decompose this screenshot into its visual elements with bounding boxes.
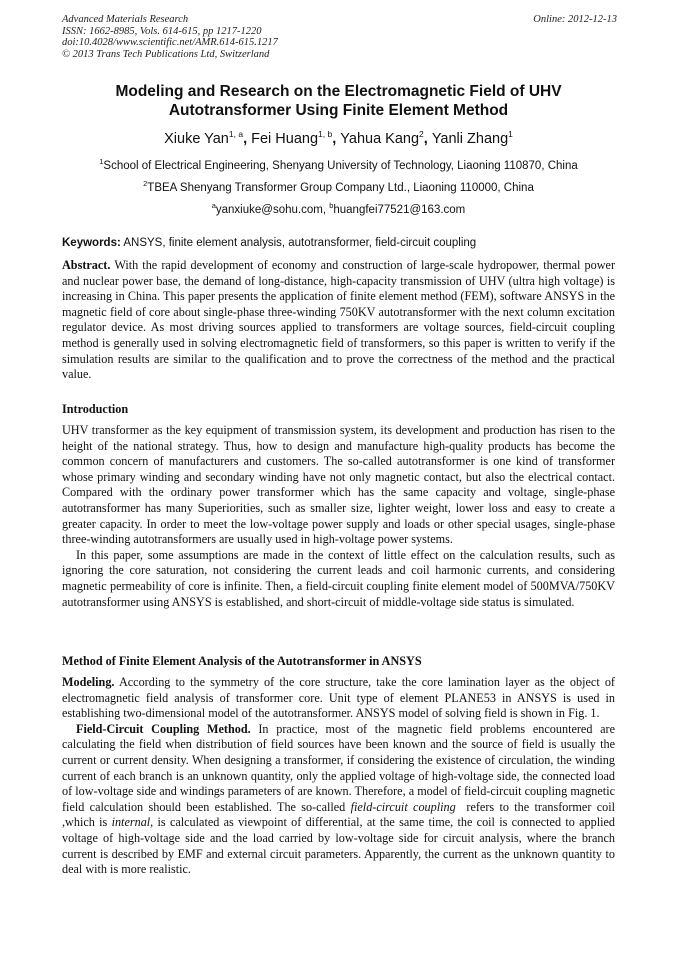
keywords-text: ANSYS, finite element analysis, autotransformer, field-circuit coupling [123,237,477,249]
affiliation-text: School of Electrical Engineering, Shenyang University of Technology, Liaoning 110870, China [103,159,578,172]
abstract-text: With the rapid development of economy and construction of large-scale hydropower, thermal power and nuclear power base, the demand of long-distance, high-capacity transmission of UHV (ultra high voltage) is increasing in China. This paper presents the application of finite element method (FEM), software ANSYS in the magnetic field of core about single-phase three-winding 750KV autotransformer with the next column excitation regulator device. As most driving sources applied to transformers are voltage sources, field-circuit coupling method is generally used in solving electromagnetic field of transformers, so this paper is written to verify if the simulation results are similar to the qualification and to prove the correctness of the method and the practical value. [62,258,616,382]
affiliation-text: TBEA Shenyang Transformer Group Company Ltd., Liaoning 110000, China [147,181,534,194]
author-name: Xiuke Yan [164,130,229,147]
paragraph: In this paper, some assumptions are made in the context of little effect on the calculation results, such as ignoring the core saturation, not considering the current leads and coil harmonic currents, and considering magnetic permeability of core is infinite. Then, a field-circuit coupling finite element model of 500MVA/750KV autotransformer using ANSYS is established, and short-circuit of middle-voltage side status is simulated. [62,547,615,609]
fcc-label: Field-Circuit Coupling Method. [76,721,251,736]
fcc-term: internal [111,815,151,830]
title-line-1: Modeling and Research on the Electromagnetic Field of UHV [115,83,562,100]
copyright-line: © 2013 Trans Tech Publications Ltd, Switzerland [62,48,270,60]
title-line-2: Autotransformer Using Finite Element Method [168,102,509,119]
author-name: Yanli Zhang [431,130,509,147]
abstract [62,258,615,383]
issn-line: ISSN: 1662-8985, Vols. 614-615, pp 1217-1220 [62,25,262,37]
introduction-body [62,423,615,610]
fcc-text: refers to the transformer coil ,which is [62,799,615,830]
abstract-label: Abstract. [62,258,111,272]
fcc-text: In practice, most of the magnetic field problems encountered are calculating the field when distribution of field sources have been known and the source of field is usually the current or current density. When designing a transformer, if considering the existence of circulation, the winding current of each branch is an unknown quantity, only the applied voltage of high-voltage side, the connected load of low-voltage side and windings parameters of are known. Therefore, a model of field-circuit coupling magnetic field calculation should been established. The so-called [62,721,616,814]
modeling-text: According to the symmetry of the core structure, take the core lamination layer as the object of electromagnetic field analysis of transformer core. Unit type of element PLANE53 in ANSYS is used in establishing two-dimensional model of the autotransformer. ANSYS model of solving field is shown in Fig. 1. [62,675,615,721]
keywords [62,237,617,249]
author-affil-mark: 2 [419,129,424,139]
method-body [62,675,615,878]
keywords-label: Keywords: [62,237,121,249]
affiliation-1 [62,157,615,172]
fcc-text: , is calculated as viewpoint of differential, at the same time, the coil is connected to applied voltage of high-voltage side and the load carried by low-voltage side for circuit analysis, where the branch current is described by EMF and external circuit parameters. Apparently, the current as the unknown quantity to deal with is more realistic. [62,815,616,877]
journal-header [62,14,617,60]
author-affil-mark: 1 [508,129,513,139]
doi-line: doi:10.4028/www.scientific.net/AMR.614-615.1217 [62,37,278,48]
fcc-term: field-circuit coupling [350,799,456,814]
paragraph: UHV transformer as the key equipment of transmission system, its development and production has risen to the height of the national strategy. Thus, how to design and manufacture high-quality products has become the common concern of manufacturers and customers. The so-called autotransformer is one kind of transformer whose primary winding and secondary winding have not only magnetic contact, but also the electrical contact. Compared with the ordinary power transformer which has the same capacity and voltage, single-phase autotransformer has many Superiorities, such as smaller size, lighter weight, lower loss and easy to create a greater capacity. In order to meet the low-voltage power supply and loads or other special usages, single-phase three-winding autotransformers are usually used in high-voltage power systems. [62,423,615,547]
author-affil-mark: 1, b [318,129,333,139]
affiliation-mark: 2 [143,179,148,188]
email-mark: a [211,201,216,210]
paper-title [62,82,615,120]
modeling-label: Modeling. [62,675,115,689]
author-affil-mark: 1, a [228,129,244,139]
introduction-heading: Introduction [62,402,129,416]
affiliation-2 [62,179,615,194]
online-date: Online: 2012-12-13 [533,14,617,25]
email-mark: b [329,201,334,210]
email-separator: , [322,203,330,216]
author-name: Yahua Kang [340,130,420,147]
journal-name: Advanced Materials Research [62,14,189,25]
affiliation-mark: 1 [99,157,104,166]
email-link[interactable]: huangfei77521@163.com [333,203,466,216]
author-list: Xiuke Yan$^{1, a}$, Fei Huang$^{1, b}$, Yahua Kang$^2$, Yanli Zhang$^1$ [164,129,513,147]
method-heading: Method of Finite Element Analysis of the Autotransformer in ANSYS [62,654,422,668]
author-emails [62,201,615,216]
email-link[interactable]: yanxiuke@sohu.com [215,203,323,216]
author-name: Fei Huang [251,130,319,147]
